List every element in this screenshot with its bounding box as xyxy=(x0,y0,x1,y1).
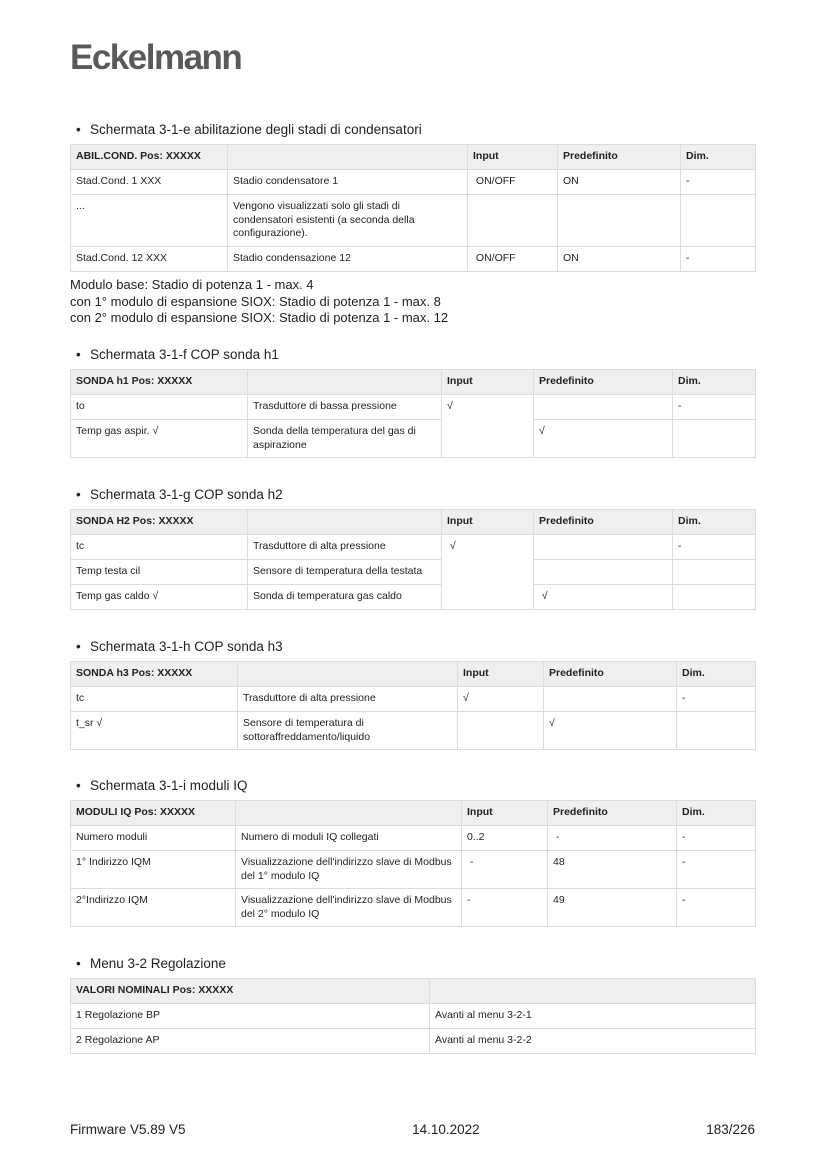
column-header: Predefinito xyxy=(544,662,677,687)
table-cell: Vengono visualizzati solo gli stadi di condensatori esistenti (a seconda della configurazione). xyxy=(228,195,468,247)
column-header: Dim. xyxy=(677,662,756,687)
section-3-1-g xyxy=(70,486,755,610)
column-header: SONDA h1 Pos: XXXXX xyxy=(71,370,248,395)
table-cell: 49 xyxy=(548,889,677,927)
table-cell: - xyxy=(681,170,756,195)
note-line: con 1° modulo di espansione SIOX: Stadio di potenza 1 - max. 8 xyxy=(70,293,441,309)
column-header: Input xyxy=(442,370,534,395)
table-cell: - xyxy=(462,889,548,927)
table-cell: - xyxy=(677,687,756,712)
table-row xyxy=(71,170,756,195)
parameter-table xyxy=(70,144,756,272)
page-number: 183/226 xyxy=(706,1122,755,1137)
notes xyxy=(70,277,448,327)
table-cell xyxy=(468,195,558,247)
page-footer xyxy=(70,1122,755,1137)
table-cell: - xyxy=(548,826,677,851)
table-row xyxy=(71,851,756,889)
table-row xyxy=(71,889,756,927)
table-cell: - xyxy=(677,851,756,889)
table-header-row xyxy=(71,801,756,826)
table-cell: √ xyxy=(442,535,534,610)
table-cell: √ xyxy=(442,395,534,458)
table-cell: - xyxy=(677,826,756,851)
table-row xyxy=(71,712,756,750)
table-cell: Visualizzazione dell'indirizzo slave di Modbus del 1° modulo IQ xyxy=(236,851,462,889)
table-cell: - xyxy=(462,851,548,889)
table-header-row xyxy=(71,145,756,170)
table-cell: to xyxy=(71,395,248,420)
table-cell: Stad.Cond. 1 XXX xyxy=(71,170,228,195)
table-cell: Temp gas aspir. √ xyxy=(71,420,248,458)
column-header xyxy=(430,979,756,1004)
table-cell: Avanti al menu 3-2-2 xyxy=(430,1029,756,1054)
table-cell xyxy=(673,585,756,610)
table-row xyxy=(71,585,756,610)
parameter-table xyxy=(70,661,756,750)
table-cell: Trasduttore di alta pressione xyxy=(238,687,458,712)
column-header xyxy=(236,801,462,826)
table-cell: Numero moduli xyxy=(71,826,236,851)
table-cell: ON/OFF xyxy=(468,246,558,271)
table-cell: 1 Regolazione BP xyxy=(71,1004,430,1029)
section-title-text: Schermata 3-1-g COP sonda h2 xyxy=(90,487,283,502)
note-line: con 2° modulo di espansione SIOX: Stadio di potenza 1 - max. 12 xyxy=(70,310,449,325)
section-title: • Menu 3-2 Regolazione xyxy=(76,956,226,971)
table-row xyxy=(71,535,756,560)
column-header: Input xyxy=(458,662,544,687)
table-cell: √ xyxy=(534,585,673,610)
table-cell: √ xyxy=(534,420,673,458)
table-cell: √ xyxy=(458,687,544,712)
table-cell: ... xyxy=(71,195,228,247)
section-3-1-h xyxy=(70,638,755,750)
column-header: Input xyxy=(462,801,548,826)
table-cell: Sensore di temperatura di sottoraffreddamento/liquido xyxy=(238,712,458,750)
table-cell: Visualizzazione dell'indirizzo slave di Modbus del 2° modulo IQ xyxy=(236,889,462,927)
section-title: • Schermata 3-1-g COP sonda h2 xyxy=(76,487,283,502)
table-row xyxy=(71,826,756,851)
table-cell: 0..2 xyxy=(462,826,548,851)
section-title-text: Menu 3-2 Regolazione xyxy=(90,956,226,971)
table-cell: 2°Indirizzo IQM xyxy=(71,889,236,927)
table-cell: ON/OFF xyxy=(468,170,558,195)
table-cell: - xyxy=(681,246,756,271)
section-3-1-f xyxy=(70,346,755,458)
parameter-table xyxy=(70,509,756,610)
table-row xyxy=(71,395,756,420)
column-header: Predefinito xyxy=(534,510,673,535)
table-cell: Trasduttore di alta pressione xyxy=(248,535,442,560)
table-row xyxy=(71,420,756,458)
table-cell: 1° Indirizzo IQM xyxy=(71,851,236,889)
table-cell: Trasduttore di bassa pressione xyxy=(248,395,442,420)
note-line: Modulo base: Stadio di potenza 1 - max. 4 xyxy=(70,277,314,292)
table-cell: Stadio condensazione 12 xyxy=(228,246,468,271)
table-cell: ON xyxy=(558,246,681,271)
table-cell xyxy=(677,712,756,750)
table-cell: 2 Regolazione AP xyxy=(71,1029,430,1054)
column-header xyxy=(248,370,442,395)
column-header: Input xyxy=(442,510,534,535)
table-header-row xyxy=(71,370,756,395)
column-header: Predefinito xyxy=(558,145,681,170)
column-header: Dim. xyxy=(681,145,756,170)
table-cell xyxy=(673,560,756,585)
table-cell: Stad.Cond. 12 XXX xyxy=(71,246,228,271)
table-cell: - xyxy=(673,535,756,560)
section-title: • Schermata 3-1-e abilitazione degli stadi di condensatori xyxy=(76,122,422,137)
column-header xyxy=(248,510,442,535)
column-header: Dim. xyxy=(673,510,756,535)
firmware-version: Firmware V5.89 V5 xyxy=(70,1122,186,1137)
section-title: • Schermata 3-1-f COP sonda h1 xyxy=(76,347,279,362)
table-cell xyxy=(544,687,677,712)
section-title-text: Schermata 3-1-e abilitazione degli stadi di condensatori xyxy=(90,122,422,137)
section-title: • Schermata 3-1-i moduli IQ xyxy=(76,778,248,793)
table-row xyxy=(71,1029,756,1054)
table-cell: Sonda di temperatura gas caldo xyxy=(248,585,442,610)
section-menu-3-2 xyxy=(70,955,755,1054)
table-cell xyxy=(558,195,681,247)
table-cell xyxy=(458,712,544,750)
column-header: VALORI NOMINALI Pos: XXXXX xyxy=(71,979,430,1004)
column-header: MODULI IQ Pos: XXXXX xyxy=(71,801,236,826)
table-cell: Avanti al menu 3-2-1 xyxy=(430,1004,756,1029)
column-header xyxy=(228,145,468,170)
parameter-table xyxy=(70,369,756,458)
column-header xyxy=(238,662,458,687)
parameter-table xyxy=(70,978,756,1054)
column-header: Dim. xyxy=(673,370,756,395)
column-header: Input xyxy=(468,145,558,170)
table-cell: Temp gas caldo √ xyxy=(71,585,248,610)
table-row xyxy=(71,246,756,271)
table-cell: Stadio condensatore 1 xyxy=(228,170,468,195)
table-header-row xyxy=(71,662,756,687)
column-header: Dim. xyxy=(677,801,756,826)
table-cell: - xyxy=(673,395,756,420)
table-cell: Temp testa cil xyxy=(71,560,248,585)
column-header: Predefinito xyxy=(534,370,673,395)
table-row xyxy=(71,560,756,585)
table-cell: √ xyxy=(544,712,677,750)
table-cell: ON xyxy=(558,170,681,195)
table-cell: 48 xyxy=(548,851,677,889)
table-header-row xyxy=(71,510,756,535)
section-title-text: Schermata 3-1-f COP sonda h1 xyxy=(90,347,279,362)
column-header: SONDA H2 Pos: XXXXX xyxy=(71,510,248,535)
section-title: • Schermata 3-1-h COP sonda h3 xyxy=(76,639,283,654)
section-3-1-e xyxy=(70,121,755,272)
table-cell xyxy=(534,560,673,585)
column-header: SONDA h3 Pos: XXXXX xyxy=(71,662,238,687)
table-cell: - xyxy=(677,889,756,927)
table-row xyxy=(71,195,756,247)
table-row xyxy=(71,687,756,712)
table-cell xyxy=(681,195,756,247)
column-header: Predefinito xyxy=(548,801,677,826)
table-cell: t_sr √ xyxy=(71,712,238,750)
table-cell xyxy=(534,395,673,420)
parameter-table xyxy=(70,800,756,927)
section-title-text: Schermata 3-1-i moduli IQ xyxy=(90,778,248,793)
table-cell xyxy=(534,535,673,560)
column-header: ABIL.COND. Pos: XXXXX xyxy=(71,145,228,170)
section-3-1-i xyxy=(70,777,755,927)
table-cell: tc xyxy=(71,535,248,560)
table-header-row xyxy=(71,979,756,1004)
table-row xyxy=(71,1004,756,1029)
eckelmann-logo: Eckelmann xyxy=(70,38,242,77)
table-cell xyxy=(673,420,756,458)
table-cell: Sonda della temperatura del gas di aspirazione xyxy=(248,420,442,458)
table-cell: tc xyxy=(71,687,238,712)
table-cell: Sensore di temperatura della testata xyxy=(248,560,442,585)
section-title-text: Schermata 3-1-h COP sonda h3 xyxy=(90,639,283,654)
table-cell: Numero di moduli IQ collegati xyxy=(236,826,462,851)
footer-date: 14.10.2022 xyxy=(412,1122,480,1137)
